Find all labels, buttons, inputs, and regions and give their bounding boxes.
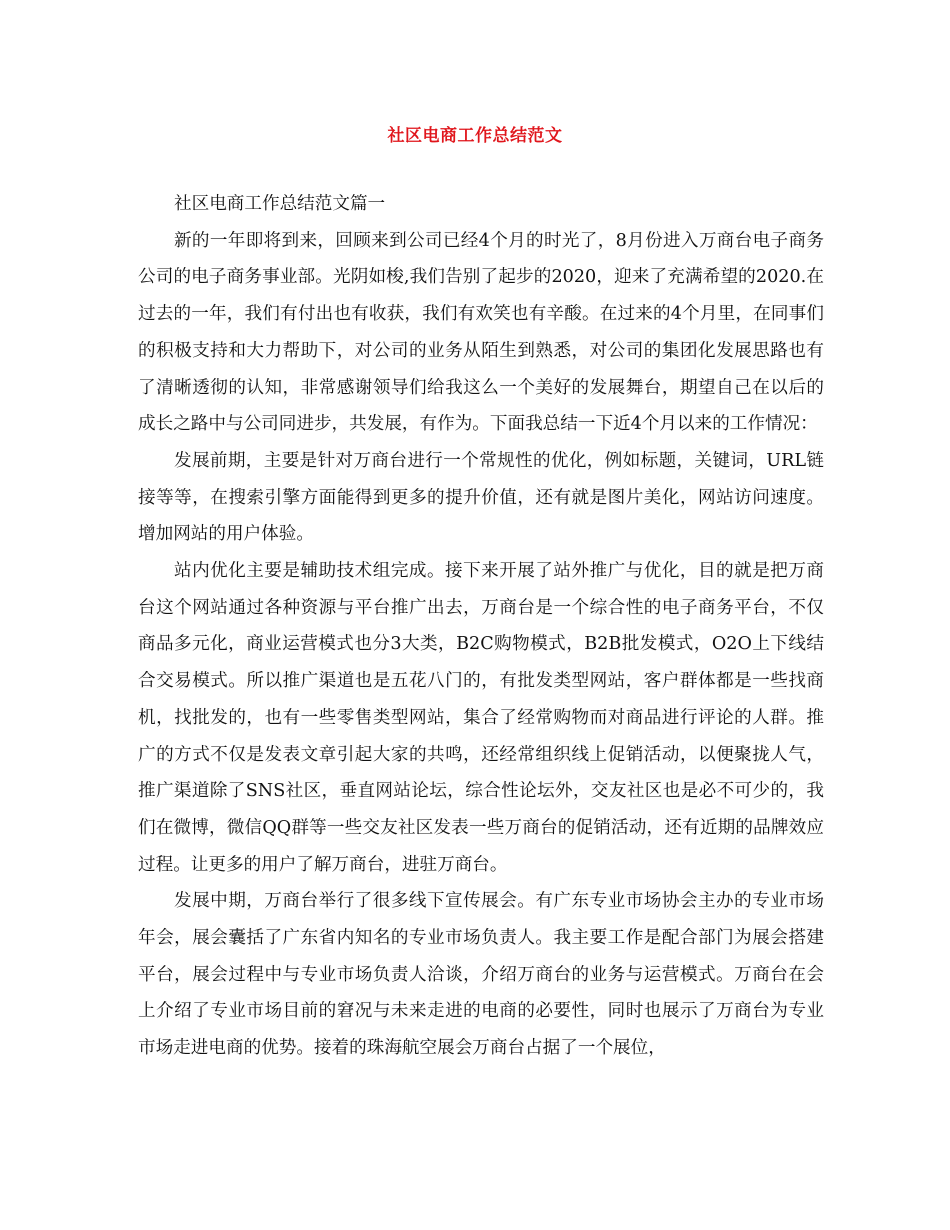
paragraph-1: 新的一年即将到来，回顾来到公司已经4个月的时光了，8月份进入万商台电子商务公司的电子商务事业部。光阴如梭,我们告别了起步的2020，迎来了充满希望的2020.在过去的一年，我们有付出也有收获，我们有欢笑也有辛酸。在过来的4个月里，在同事们的积极支持和大力帮助下，对公司的业务从陌生到熟悉，对公司的集团化发展思路也有了清晰透彻的认知，非常感谢领导们给我这么一个美好的发展舞台，期望自己在以后的成长之路中与公司同进步，共发展，有作为。下面我总结一下近4个月以来的工作情况： bbox=[138, 230, 824, 435]
document-body bbox=[138, 186, 824, 1067]
paragraph-4: 发展中期，万商台举行了很多线下宣传展会。有广东专业市场协会主办的专业市场年会，展会囊括了广东省内知名的专业市场负责人。我主要工作是配合部门为展会搭建平台，展会过程中与专业市场负责人洽谈，介绍万商台的业务与运营模式。万商台在会上介绍了专业市场目前的窘况与未来走进的电商的必要性，同时也展示了万商台为专业市场走进电商的优势。接着的珠海航空展会万商台占据了一个展位， bbox=[138, 891, 824, 1059]
paragraph-2: 发展前期，主要是针对万商台进行一个常规性的优化，例如标题，关键词，URL链接等等，在搜索引擎方面能得到更多的提升价值，还有就是图片美化，网站访问速度。增加网站的用户体验。 bbox=[138, 450, 824, 545]
section-heading: 社区电商工作总结范文篇一 bbox=[174, 194, 386, 214]
document-title: 社区电商工作总结范文 bbox=[387, 126, 563, 146]
paragraph-3: 站内优化主要是辅助技术组完成。接下来开展了站外推广与优化，目的就是把万商台这个网站通过各种资源与平台推广出去，万商台是一个综合性的电子商务平台，不仅商品多元化，商业运营模式也分3大类，B2C购物模式，B2B批发模式，O2O上下线结合交易模式。所以推广渠道也是五花八门的，有批发类型网站，客户群体都是一些找商机，找批发的，也有一些零售类型网站，集合了经常购物而对商品进行评论的人群。推广的方式不仅是发表文章引起大家的共鸣，还经常组织线上促销活动，以便聚拢人气，推广渠道除了SNS社区，垂直网站论坛，综合性论坛外，交友社区也是必不可少的，我们在微博，微信QQ群等一些交友社区发表一些万商台的促销活动，还有近期的品牌效应过程。让更多的用户了解万商台，进驻万商台。 bbox=[138, 561, 824, 875]
